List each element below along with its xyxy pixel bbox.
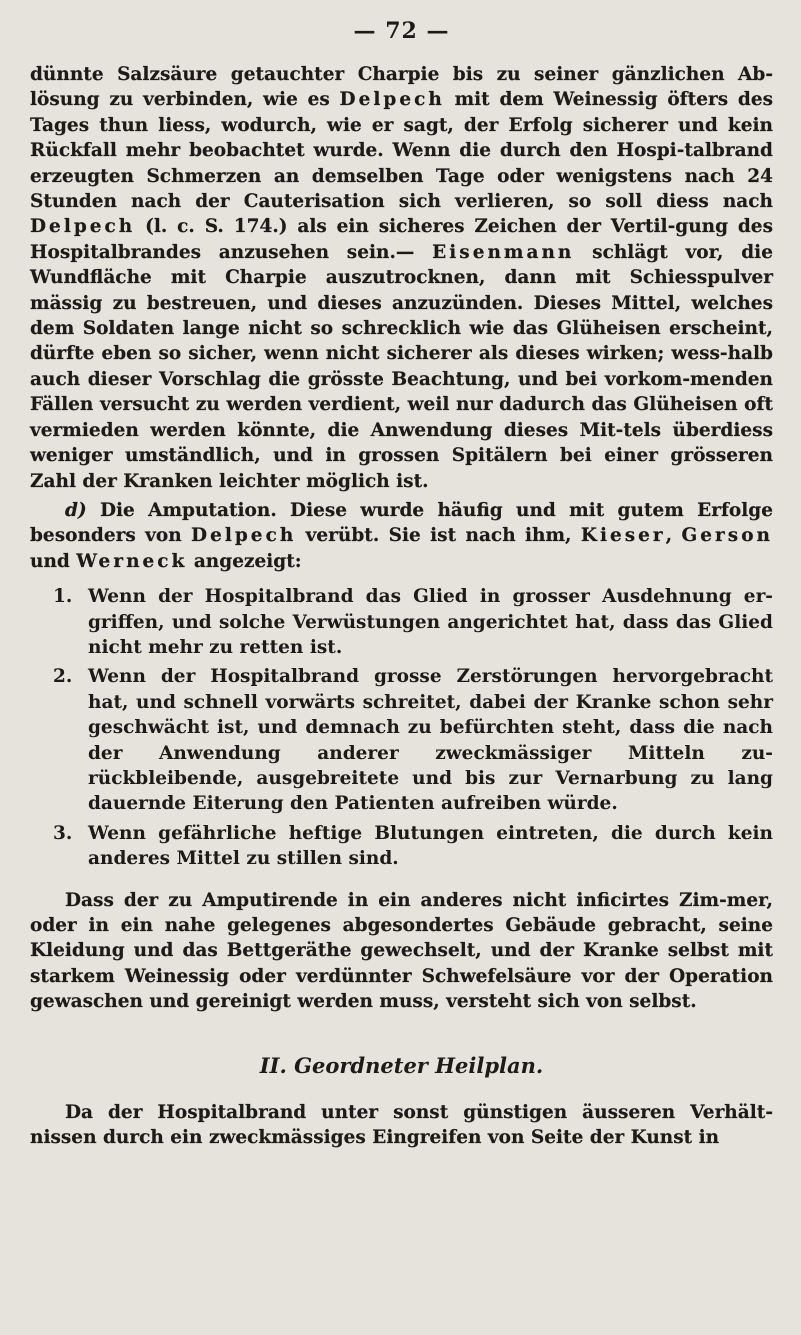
author-name: Werneck [76, 550, 188, 572]
indication-list [30, 584, 773, 871]
author-name: Eisenmann [432, 241, 575, 263]
list-text: Wenn gefährliche heftige Blutungen eintreten, die durch kein anderes Mittel zu stillen sind. [88, 822, 773, 870]
paragraph-heilplan: Da der Hospitalbrand unter sonst günstigen äusseren Verhält-nissen durch ein zweckmässiges Eingreifen von Seite der Kunst in [30, 1101, 773, 1149]
text-segment: mit dem Weinessig öfters des Tages thun liess, wodurch, wie er sagt, der Erfolg sicherer und kein Rückfall mehr beobachtet wurde. Wenn die durch den Hospi-talbrand erzeugten Schmerzen an demselben Tage oder wenigstens nach 24 Stunden nach der Cauterisation sich verlieren, so soll diess nach [30, 89, 774, 213]
text-segment: verübt. Sie ist nach ihm, [296, 525, 581, 547]
list-item [30, 664, 773, 816]
text-segment: Die Amputation. Diese wurde häufig und mit gutem Erfolge besonders von [30, 499, 773, 547]
author-name: Delpech [339, 89, 445, 111]
text-segment: , [665, 525, 682, 547]
page-number: — 72 — [353, 18, 450, 44]
list-number: 3. [53, 822, 73, 844]
paragraph-amputation [30, 498, 773, 574]
text-segment: schlägt vor, die Wundfläche mit Charpie auszutrocknen, dann mit Schiesspulver mässig zu bestreuen, und dieses anzuzünden. Dieses Mittel, welches dem Soldaten lange nicht so schrecklich wie das Glüheisen erscheint, dürfte eben so sicher, wenn nicht sicherer als dieses wirken; wess-halb auch dieser Vorschlag die grösste Beachtung, und bei vorkom-menden Fällen versucht zu werden verdient, weil nur dadurch das Glüheisen oft vermieden werden könnte, die Anwendung dieses Mit-tels überdiess weniger umständlich, und in grossen Spitälern bei einer grösseren Zahl der Kranken leichter möglich ist. [30, 241, 773, 492]
text-segment: (l. c. S. 174.) als ein sicheres Zeichen der Vertil-gung des Hospitalbrandes anzusehen sein.— [30, 216, 773, 263]
text-segment: dünnte Salzsäure getauchter Charpie bis zu seiner gänzlichen Ab-lösung zu verbinden, wie es [30, 64, 773, 111]
list-number: 1. [53, 586, 73, 608]
paragraph-cauterisation [30, 62, 773, 494]
author-name: Delpech [30, 216, 136, 238]
list-number: 2. [53, 666, 73, 688]
item-marker: d) [65, 499, 87, 521]
text-segment: und [30, 550, 77, 572]
list-text: Wenn der Hospitalbrand das Glied in grosser Ausdehnung er-griffen, und solche Verwüstungen angerichtet hat, dass das Glied nicht mehr zu retten ist. [88, 586, 773, 658]
list-text: Wenn der Hospitalbrand grosse Zerstörungen hervorgebracht hat, und schnell vorwärts schreitet, dabei der Kranke schon sehr geschwächt ist, und demnach zu befürchten steht, dass die nach der Anwendung anderer zweckmässiger Mitteln zu-rückbleibende, ausgebreitete und bis zur Vernarbung zu lang dauernde Eiterung den Patienten aufreiben würde. [88, 666, 773, 815]
text-segment: angezeigt: [187, 550, 302, 572]
list-item [30, 821, 773, 872]
list-item [30, 584, 773, 660]
author-name: Gerson [681, 525, 773, 547]
section-heading: II. Geordneter Heilplan. [259, 1052, 544, 1078]
author-name: Kieser [580, 525, 666, 547]
author-name: Delpech [191, 525, 297, 547]
paragraph-preparation: Dass der zu Amputirende in ein anderes nicht inficirtes Zim-mer, oder in ein nahe gelegenes abgesondertes Gebäude gebracht, seine Kleidung und das Bettgeräthe gewechselt, und der Kranke selbst mit starkem Weinessig oder verdünnter Schwefelsäure vor der Operation gewaschen und gereinigt werden muss, versteht sich von selbst. [30, 889, 773, 1013]
